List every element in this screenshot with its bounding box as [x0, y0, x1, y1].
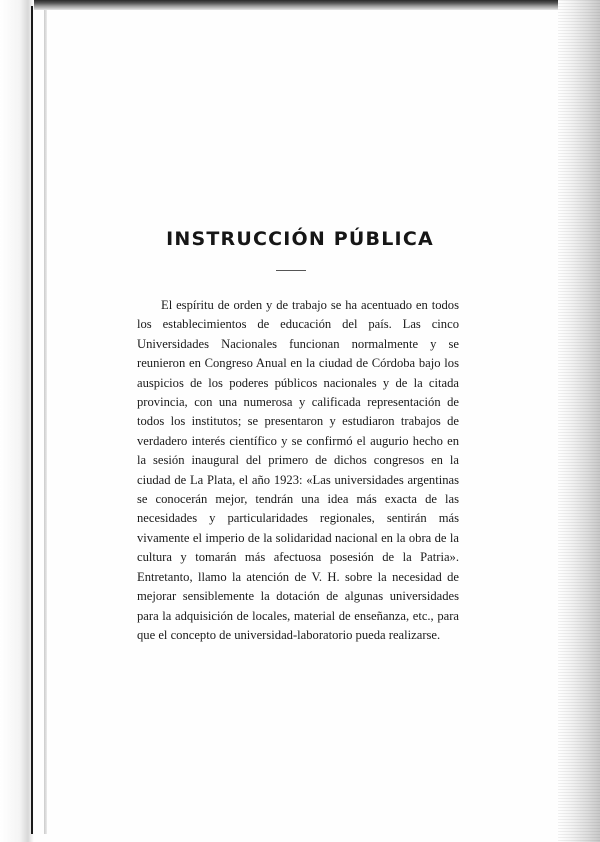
body-paragraph: El espíritu de orden y de trabajo se ha acentuado en todos los establecimientos de educación del país. Las cinco Universidades Nacionales funcionan normalmente y se reunieron en Congreso Anual en la ciudad de Córdoba bajo los auspicios de los poderes públicos nacionales y de la citada provincia, con una numerosa y calificada representación de todos los institutos; se presentaron y estudiaron trabajos de verdadero interés científico y se confirmó el augurio hecho en la sesión inaugural del primero de dichos congresos en la ciudad de La Plata, el año 1923: «Las universidades argentinas se conocerán mejor, tendrán una idea más exacta de las necesidades y particularidades regionales, sentirán más vivamente el imperio de la solidaridad nacional en la obra de la cultura y tomarán más afectuosa posesión de la Patria». Entretanto, llamo la atención de V. H. sobre la necesidad de mejorar sensiblemente la dotación de algunas universidades para la adquisición de locales, material de enseñanza, etc., para que el concepto de universidad-laboratorio pueda realizarse.	[137, 298, 459, 642]
binding-shadow	[44, 10, 47, 834]
binding-line	[31, 6, 33, 834]
page-title: INSTRUCCIÓN PÚBLICA	[166, 228, 434, 250]
scan-top-edge	[0, 0, 600, 10]
title-divider	[276, 270, 306, 271]
scan-right-edge	[558, 0, 600, 842]
scan-left-edge	[0, 0, 34, 842]
